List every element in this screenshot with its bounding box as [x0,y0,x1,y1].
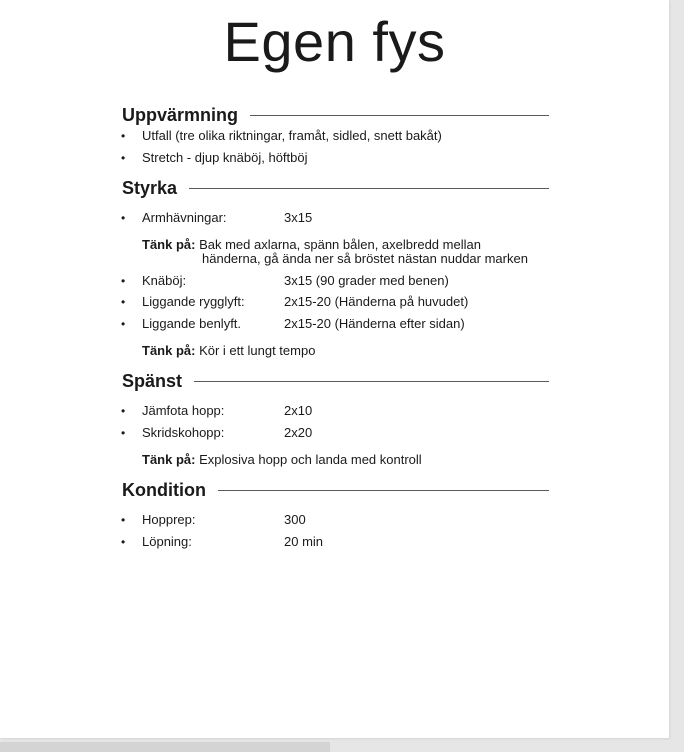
tip-label: Tänk på: [142,452,196,467]
exercise-name: Knäböj: [142,273,187,288]
exercise-name: Skridskohopp: [142,425,225,440]
exercise-value: 20 min [284,534,324,549]
page-title: Egen fys [223,10,446,73]
tip-text-continued: händerna, gå ända ner så bröstet nästan nuddar marken [202,251,528,266]
bullet: • [121,129,126,143]
bullet: • [121,211,126,225]
section-heading-plyo [122,370,549,392]
exercise-name: Jämfota hopp: [142,403,225,418]
section-heading-warmup [122,104,549,126]
bullet: • [121,295,126,309]
bullet: • [121,513,126,527]
tip-note [142,238,528,266]
bullet: • [121,426,126,440]
exercise-value: 2x15-20 (Händerna på huvudet) [284,294,469,309]
tip-text: Kör i ett lungt tempo [199,343,316,358]
item-text: Stretch - djup knäböj, höftböj [142,150,308,165]
bullet: • [121,404,126,418]
section-divider [218,490,549,491]
exercise-name: Liggande benlyft. [142,316,242,331]
tip-label: Tänk på: [142,343,196,358]
exercise-value: 3x15 (90 grader med benen) [284,273,449,288]
tip-label: Tänk på: [142,237,196,252]
section-divider [194,381,549,382]
section-title: Styrka [122,178,178,198]
tip-text: Explosiva hopp och landa med kontroll [199,452,422,467]
exercise-name: Armhävningar: [142,210,227,225]
bullet: • [121,317,126,331]
section-heading-conditioning [122,479,549,501]
bullet: • [121,151,126,165]
exercise-value: 300 [284,512,306,527]
exercise-value: 2x15-20 (Händerna efter sidan) [284,316,465,331]
tip-note [142,344,315,358]
exercise-name: Liggande rygglyft: [142,294,245,309]
bullet: • [121,535,126,549]
exercise-value: 2x10 [284,403,313,418]
exercise-value: 2x20 [284,425,313,440]
exercise-name: Hopprep: [142,512,196,527]
tip-note [142,453,422,467]
tip-text: Bak med axlarna, spänn bålen, axelbredd mellan [199,237,481,252]
exercise-value: 3x15 [284,210,313,225]
section-title: Uppvärmning [122,105,239,125]
section-divider [189,188,549,189]
exercise-name: Löpning: [142,534,192,549]
bullet: • [121,274,126,288]
horizontal-scrollbar[interactable] [0,742,330,752]
section-title: Spänst [122,371,183,391]
item-text: Utfall (tre olika riktningar, framåt, sidled, snett bakåt) [142,128,442,143]
section-heading-strength [122,177,549,199]
section-divider [250,115,549,116]
section-title: Kondition [122,480,206,500]
